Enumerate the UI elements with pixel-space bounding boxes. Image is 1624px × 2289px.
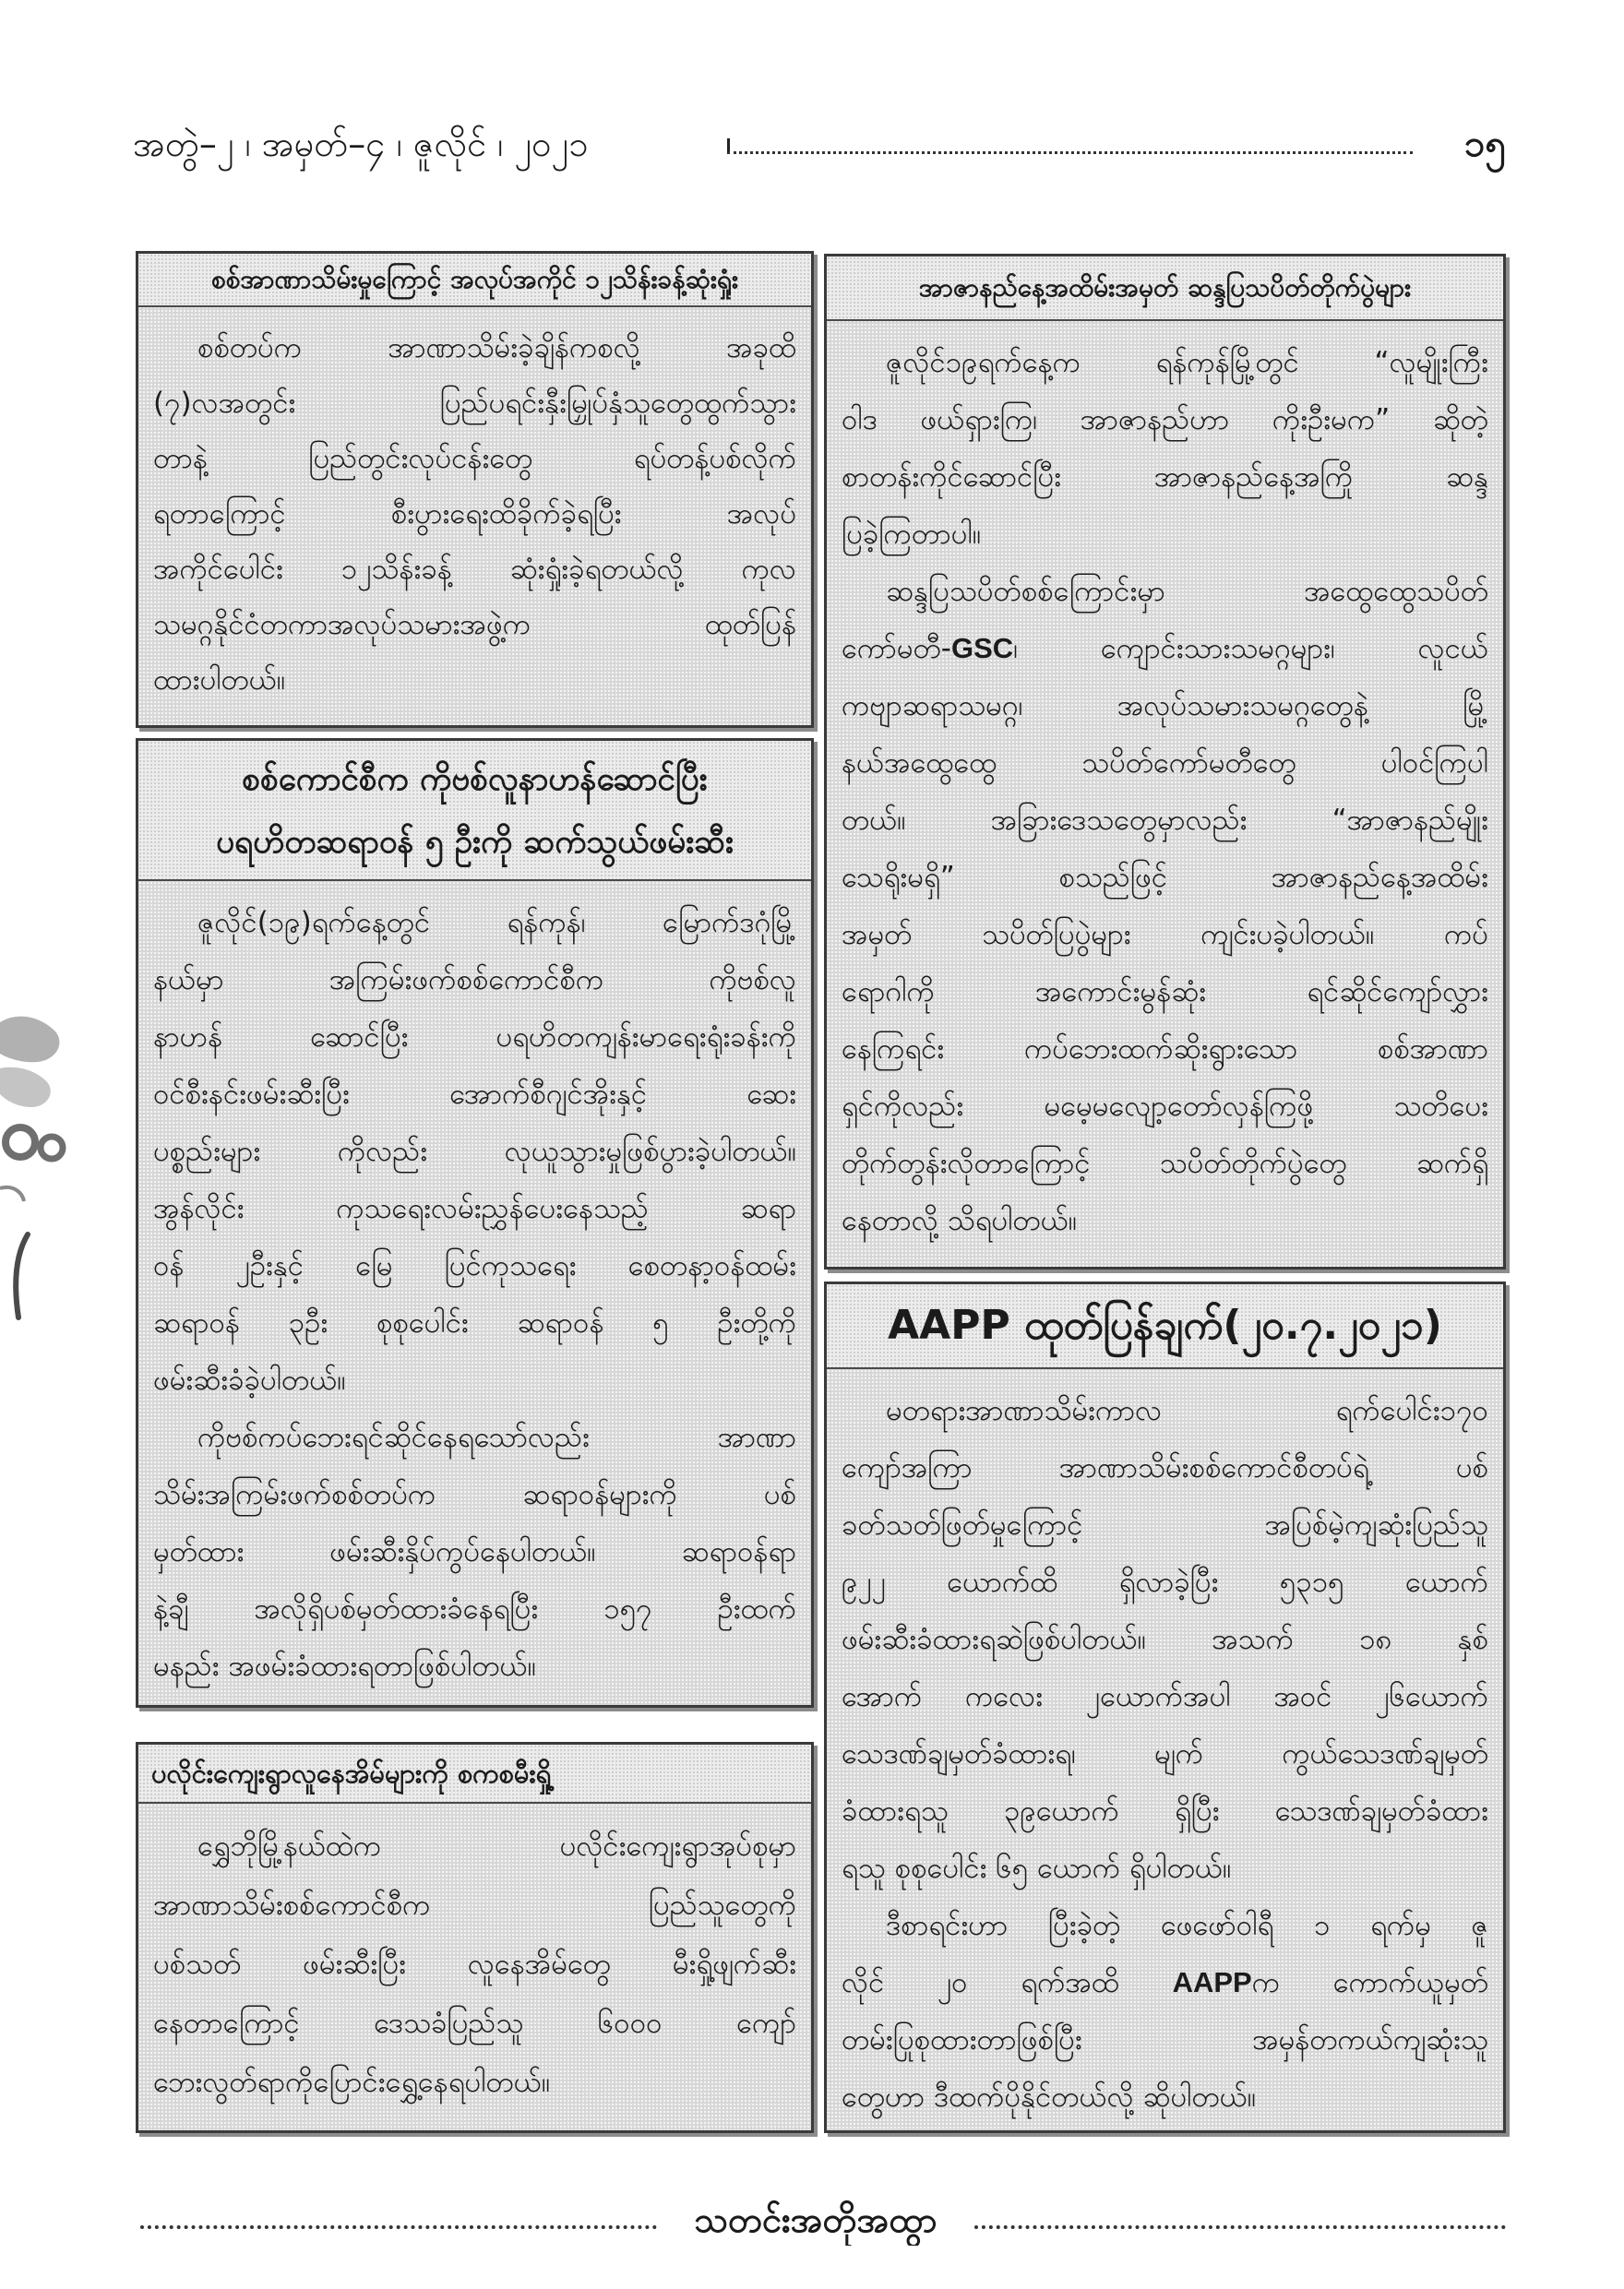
text-line: တမ်းပြုစုထားတာဖြစ်ပြီး အမှန်တကယ်ကျဆုံးသူ [842,2023,1488,2057]
text-line: ရှင်ကိုလည်း မမေ့မလျော့တော်လှန်ကြဖို့ သတိပေး [842,1090,1488,1123]
text-line: ဝန် ၂ဦးနှင့် မြေ ပြင်ကုသရေး စေတနာ့ဝန်ထမ်း [153,1249,796,1282]
margin-illustration [0,1004,66,1336]
article-title-line: AAPP ထုတ်ပြန်ချက်(၂၀.၇.၂၀၂၁) [888,1302,1442,1349]
text-line: စာတန်းကိုင်ဆောင်ပြီး အာဇာနည်နေ့အကြို ဆန္ဒ [842,460,1488,494]
text-line: အောက် ကလေး ၂ယောက်အပါ အဝင် ၂၆ယောက် [842,1680,1488,1713]
text-line: ရွှေဘိုမြို့နယ်ထဲက ပလိုင်းကျေးရွာအုပ်စုမှာ [197,1830,796,1863]
article-title-line: အာဇာနည်နေ့အထိမ်းအမှတ် ဆန္ဒပြသပိတ်တိုက်ပွဲများ [918,272,1412,303]
text-line: နဲ့ချီ အလိုရှိပစ်မှတ်ထားခံနေရပြီး ၁၅၇ ဦးထက် [153,1592,796,1626]
text-line: ပစ္စည်းများ ကိုလည်း လုယူသွားမှုဖြစ်ပွားခဲ့ပါတယ်။ [153,1135,796,1168]
text-segment: ကော်မတီ- [842,632,951,665]
text-line: ရတာကြောင့် စီးပွားရေးထိခိုက်ခဲ့ရပြီး အလုပ် [153,497,796,531]
paragraph [842,1897,1488,2126]
article-body [827,321,1503,1249]
text-line: ခံထားရသူ ၃၉ယောက် ရှိပြီး သေဒဏ်ချမှတ်ခံထား [842,1794,1488,1828]
text-line: ဇူလိုင်၁၉ရက်နေ့က ရန်ကုန်မြို့တွင် “လူမျိုးကြီး [886,346,1488,379]
article-body [138,1804,811,2112]
article-title-line: စစ်ကောင်စီက ကိုဗစ်လူနာဟန်ဆောင်ပြီး [242,761,708,798]
text-line: ဇူလိုင်(၁၉)ရက်နေ့တွင် ရန်ကုန်၊ မြောက်ဒဂုံမြို့ [197,906,796,939]
text-line: ကိုဗစ်ကပ်ဘေးရင်ဆိုင်နေရသော်လည်း အာဏာ [197,1421,796,1454]
article-body [138,881,811,1695]
article-title-line: စစ်အာဏာသိမ်းမှုကြောင့် အလုပ်အကိုင် ၁၂သိန်းခန့်ဆုံးရှုံး [210,264,739,294]
text-line: ထားပါတယ်။ [153,663,286,697]
text-line: ၉၂၂ ယောက်ထိ ရှိလာခဲ့ပြီး ၅၃၁၅ ယောက် [842,1566,1488,1599]
paragraph [153,894,796,1409]
article-martyrs-day-protests [824,254,1506,1270]
text-line [842,620,1488,677]
article-title [138,254,811,307]
text-line: ဘေးလွတ်ရာကိုပြောင်းရွှေ့နေရပါတယ်။ [153,2066,551,2099]
text-line: တိုက်တွန်းလိုတာကြောင့် သပိတ်တိုက်ပွဲတွေ ဆက်ရှိ [842,1147,1488,1180]
page-number: ၁၅ [1464,123,1506,165]
bold-term: GSC [951,632,1014,664]
article-title [138,1745,811,1804]
paragraph [153,320,796,708]
text-line: ကဗျာဆရာသမဂ္ဂ၊ အလုပ်သမားသမဂ္ဂတွေနဲ့ မြို့ [842,689,1488,722]
text-line: ဝါဒ ဖယ်ရှားကြ၊ အာဇာနည်ဟာ ကိုးဦးမက” ဆိုတဲ့ [842,403,1488,436]
text-line: ကျော်အကြာ အာဏာသိမ်းစစ်ကောင်စီတပ်ရဲ့ ပစ် [842,1451,1488,1484]
article-title-line: ပရဟိတဆရာဝန် ၅ ဦးကို ဆက်သွယ်ဖမ်းဆီး [216,824,734,861]
text-line: စစ်တပ်က အာဏာသိမ်းခဲ့ချိန်ကစလို့ အခုထိ [197,331,796,364]
text-line: သိမ်းအကြမ်းဖက်စစ်တပ်က ဆရာဝန်များကို ပစ် [153,1478,796,1511]
text-segment: က ကောက်ယူမှတ် [1251,1966,1488,1999]
text-line: ရောဂါကို အကောင်းမွန်ဆုံး ရင်ဆိုင်ကျော်လွှား [842,975,1488,1008]
footer-section-title: သတင်းအတိုအထွာ [694,2200,937,2240]
text-line: ဒီစာရင်းဟာ ပြီးခဲ့တဲ့ ဖေဖော်ဝါရီ ၁ ရက်မှ ဇူ [886,1909,1488,1942]
text-line: အကိုင်ပေါင်း ၁၂သိန်းခန့် ဆုံးရှုံးခဲ့ရတယ်လို့ ကုလ [153,553,796,586]
article-title [827,1284,1503,1369]
text-line: မနည်း အဖမ်းခံထားရတာဖြစ်ပါတယ်။ [153,1650,537,1683]
text-line: ခတ်သတ်ဖြတ်မှုကြောင့် အပြစ်မဲ့ကျဆုံးပြည်သူ [842,1508,1488,1542]
text-line: အာဏာသိမ်းစစ်ကောင်စီက ပြည်သူတွေကို [153,1889,796,1922]
text-line: ဖမ်းဆီးခံခဲ့ပါတယ်။ [153,1364,346,1397]
article-village-burned [136,1742,814,2133]
text-line: ဝင်စီးနင်းဖမ်းဆီးပြီး အောက်စီဂျင်အိုးနှင့် ဆေး [153,1078,796,1111]
footer-dotted-rule-left [140,2216,657,2229]
paragraph [842,334,1488,563]
text-line: မှတ်ထား ဖမ်းဆီးနှိပ်ကွပ်နေပါတယ်။ ဆရာဝန်ရာ [153,1535,796,1568]
article-body [138,307,811,708]
text-line: နေတာကြောင့် ဒေသခံပြည်သူ ၆၀၀၀ ကျော် [153,2007,796,2040]
text-line: နေတာလို့ သိရပါတယ်။ [842,1204,1078,1237]
text-line: နေကြရင်း ကပ်ဘေးထက်ဆိုးရွားသော စစ်အာဏာ [842,1032,1488,1066]
text-line: ဖမ်းဆီးခံထားရဆဲဖြစ်ပါတယ်။ အသက် ၁၈ နှစ် [842,1623,1488,1656]
text-line: ပြခဲ့ကြတာပါ။ [842,518,982,551]
text-line: ဆရာဝန် ၃ဦး စုစုပေါင်း ဆရာဝန် ၅ ဦးတို့ကို [153,1306,796,1340]
footer-dotted-rule-right [974,2216,1506,2229]
article-job-loss [136,251,814,728]
text-line: သေဒဏ်ချမှတ်ခံထားရ၊ မျက် ကွယ်သေဒဏ်ချမှတ် [842,1737,1488,1770]
text-line: တာနဲ့ ပြည်တွင်းလုပ်ငန်းတွေ ရပ်တန့်ပစ်လိုက် [153,442,796,475]
text-line: မတရားအာဏာသိမ်းကာလ ရက်ပေါင်း၁၇၀ [886,1394,1488,1427]
article-doctors-arrested [136,738,814,1708]
text-line: ရသူ စုစုပေါင်း ၆၅ ယောက် ရှိပါတယ်။ [842,1852,1232,1885]
text-line: (၇)လအတွင်း ပြည်ပရင်းနှီးမြှုပ်နှံသူတွေထွက်သွား [153,387,796,420]
text-segment: လိုင် ၂၀ ရက်အထိ [842,1966,1173,1999]
article-aapp-statement [824,1282,1506,2133]
text-line: အမှတ် သပိတ်ပြပွဲများ ကျင်းပခဲ့ပါတယ်။ ကပ် [842,918,1488,951]
paragraph [842,563,1488,1249]
article-body [827,1369,1503,2126]
paragraph [153,1409,796,1695]
text-segment: ၊ ကျောင်းသားသမဂ္ဂများ၊ လူငယ် [1013,632,1488,665]
header-dotted-leader [727,138,1413,154]
text-line [842,1954,1488,2011]
text-line: ဆန္ဒပြသပိတ်စစ်ကြောင်းမှာ အထွေထွေသပိတ် [886,575,1488,608]
text-line: အွန်လိုင်း ကုသရေးလမ်းညွှန်ပေးနေသည့် ဆရာ [153,1192,796,1225]
text-line: တွေဟာ ဒီထက်ပိုနိုင်တယ်လို့ ဆိုပါတယ်။ [842,2080,1257,2114]
text-line: သမဂ္ဂနိုင်ငံတကာအလုပ်သမားအဖွဲ့က ထုတ်ပြန် [153,608,796,641]
text-line: နာဟန် ဆောင်ပြီး ပရဟိတကျန်းမာရေးရုံးခန်းကို [153,1020,796,1054]
paragraph [153,1817,796,2112]
text-line: ပစ်သတ် ဖမ်းဆီးပြီး လူနေအိမ်တွေ မီးရှို့ဖျက်ဆီး [153,1948,796,1981]
text-line: နယ်မှာ အကြမ်းဖက်စစ်ကောင်စီက ကိုဗစ်လူ [153,963,796,996]
text-line: တယ်။ အခြားဒေသတွေမှာလည်း “အာဇာနည်မျိုး [842,804,1488,837]
text-line: သေရိုးမရှိ” စသည်ဖြင့် အာဇာနည်နေ့အထိမ်း [842,861,1488,894]
article-title [827,256,1503,321]
article-title-line: ပလိုင်းကျေးရွာလူနေအိမ်များကို စကစမီးရှို့ [151,1758,552,1789]
bold-term: AAPP [1172,1966,1252,1998]
paragraph [842,1382,1488,1897]
text-line: နယ်အထွေထွေ သပိတ်ကော်မတီတွေ ပါဝင်ကြပါ [842,746,1488,780]
article-title [138,741,811,881]
issue-info: အတွဲ–၂ ၊ အမှတ်–၄ ၊ ဇူလိုင် ၊ ၂၀၂၁ [133,124,589,164]
